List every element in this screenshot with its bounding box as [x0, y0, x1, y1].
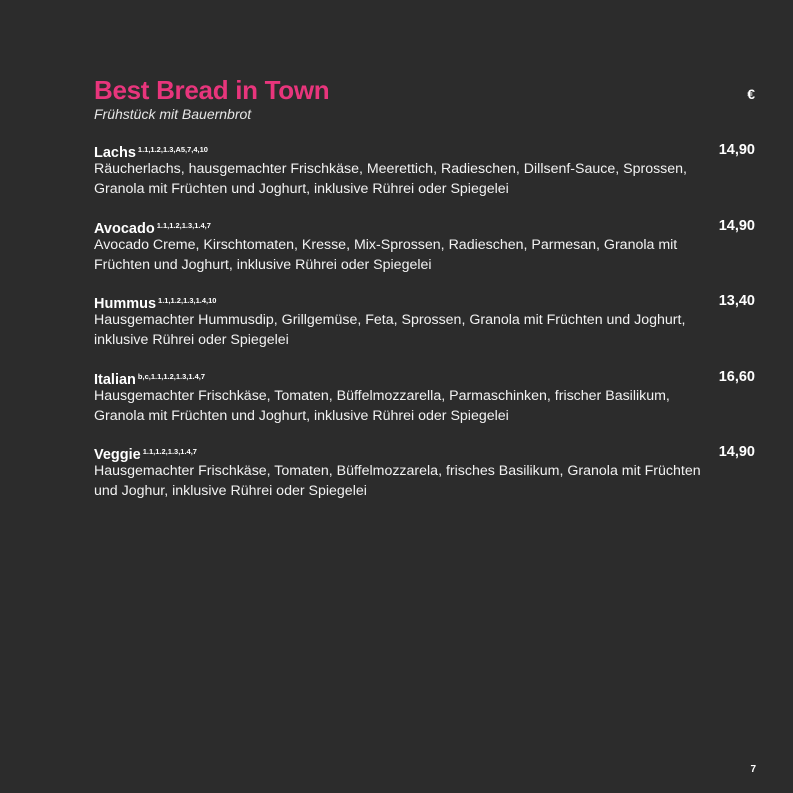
currency-symbol: €: [747, 86, 755, 102]
item-name: Veggie: [94, 447, 141, 463]
item-name: Italian: [94, 371, 136, 388]
item-price: 13,40: [718, 293, 755, 309]
item-name: Lachs: [94, 145, 136, 161]
menu-list: [94, 140, 757, 518]
item-name: Avocado: [94, 220, 155, 237]
allergen-codes: 1.1,1.2,1.3,A5,7,4,10: [137, 145, 208, 154]
menu-item-veggie: [94, 442, 757, 518]
page-number: 7: [750, 764, 756, 775]
item-description: Hausgemachter Frischkäse, Tomaten, Büffelmozzarella, Parmaschinken, frischer Basilikum, Granola mit Früchten und Joghurt, inklusive Rührei oder Spiegelei: [94, 387, 670, 424]
item-description: Avocado Creme, Kirschtomaten, Kresse, Mix-Sprossen, Radieschen, Parmesan, Granola mit Früchten und Joghurt, inklusive Rührei oder Spiegelei: [94, 236, 678, 273]
menu-item-italian: [94, 367, 757, 443]
item-price: 16,60: [718, 368, 755, 385]
allergen-codes: 1.1,1.2,1.3,1.4,7: [156, 220, 211, 230]
item-name: Hummus: [94, 296, 157, 312]
item-description: Hausgemachter Frischkäse, Tomaten, Büffelmozzarela, frisches Basilikum, Granola mit Früchten und Joghur, inklusive Rührei oder Spiegelei: [94, 463, 701, 499]
menu-item-lachs: [94, 140, 757, 216]
item-description: Hausgemachter Hummusdip, Grillgemüse, Feta, Sprossen, Granola mit Früchten und Joghurt, inklusive Rührei oder Spiegelei: [94, 312, 686, 348]
section-header: [94, 74, 757, 126]
menu-page: [94, 74, 757, 499]
allergen-codes: 1.1,1.2,1.3,1.4,10: [158, 296, 217, 305]
allergen-codes: b,c,1.1,1.2,1.3,1.4,7: [137, 371, 206, 381]
section-subtitle: Frühstück mit Bauernbrot: [94, 106, 252, 122]
item-price: 14,90: [718, 444, 755, 460]
item-description: Räucherlachs, hausgemachter Frischkäse, Meerettich, Radieschen, Dillsenf-Sauce, Sprossen, Granola mit Früchten und Joghurt, inklusive Rührei oder Spiegelei: [94, 161, 688, 197]
menu-item-avocado: [94, 216, 757, 292]
item-price: 14,90: [718, 142, 755, 158]
allergen-codes: 1.1,1.2,1.3,1.4,7: [142, 447, 197, 456]
menu-item-hummus: [94, 291, 757, 367]
item-price: 14,90: [718, 217, 755, 234]
section-title: Best Bread in Town: [94, 75, 330, 105]
